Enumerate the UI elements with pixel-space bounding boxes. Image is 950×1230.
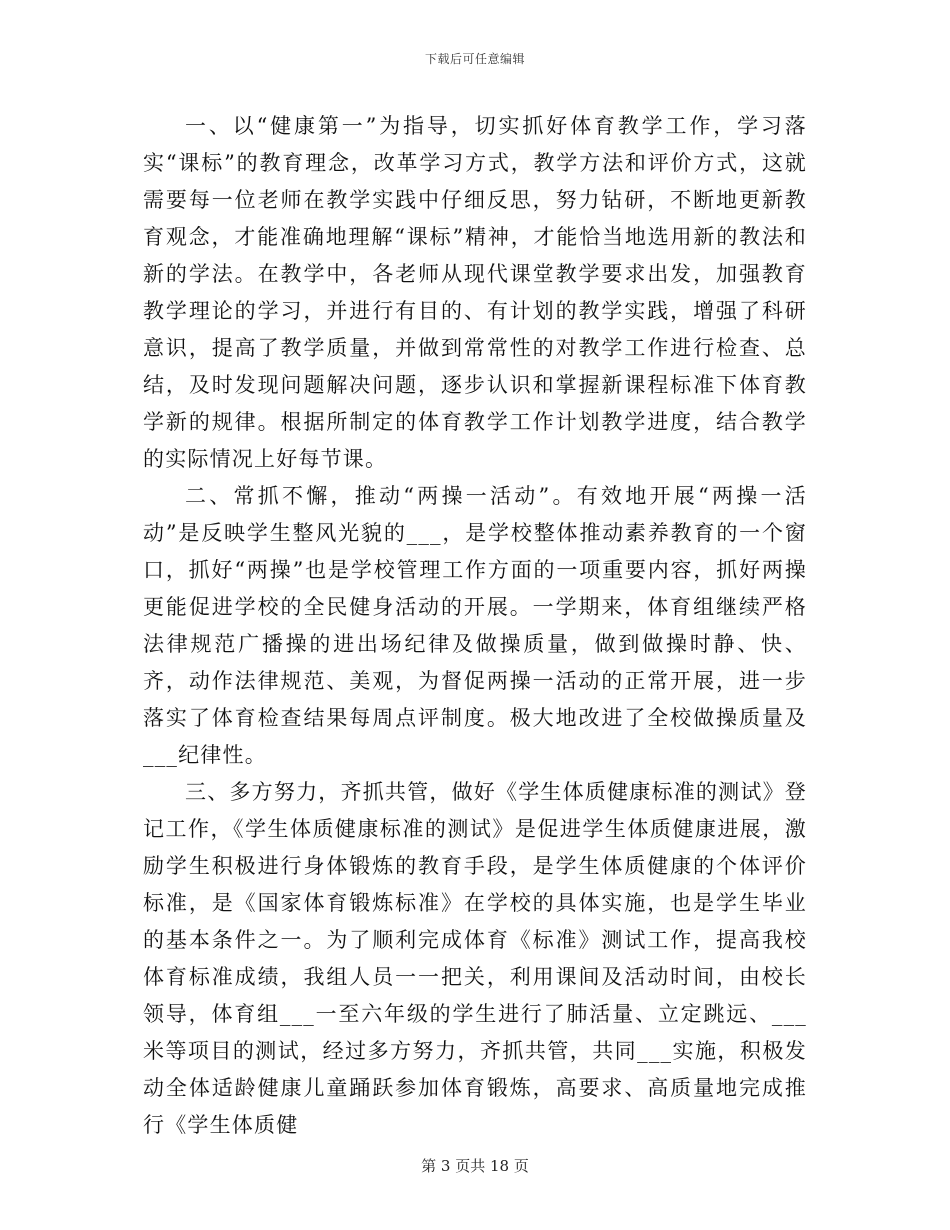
paragraph-3: 三、多方努力，齐抓共管，做好《学生体质健康标准的测试》登记工作，《学生体质健康标准的测试》是促进学生体质健康进展，激励学生积极进行身体锻炼的教育手段，是学生体质健康的个体评价标准，是《国家体育锻炼标准》在学校的具体实施，也是学生毕业的基本条件之一。为了顺利完成体育《标准》测试工作，提高我校体育标准成绩，我组人员一一把关，利用课间及活动时间，由校长领导，体育组___一至六年级的学生进行了肺活量、立定跳远、___米等项目的测试，经过多方努力，齐抓共管，共同___实施，积极发动全体适龄健康儿童踊跃参加体育锻炼，高要求、高质量地完成推行《学生体质健 — [143, 780, 807, 1137]
page-footer: 第 3 页共 18 页 — [421, 1157, 529, 1175]
document-body — [143, 108, 807, 1144]
paragraph-1: 一、以“健康第一”为指导，切实抓好体育教学工作，学习落实“课标”的教育理念，改革学习方式，教学方法和评价方式，这就需要每一位老师在教学实践中仔细反思，努力钻研，不断地更新教育观念，才能准确地理解“课标”精神，才能恰当地选用新的教法和新的学法。在教学中，各老师从现代课堂教学要求出发，加强教育教学理论的学习，并进行有目的、有计划的教学实践，增强了科研意识，提高了教学质量，并做到常常性的对教学工作进行检查、总结，及时发现问题解决问题，逐步认识和掌握新课程标准下体育教学新的规律。根据所制定的体育教学工作计划教学进度，结合教学的实际情况上好每节课。 — [143, 114, 807, 471]
paragraph-2: 二、常抓不懈，推动“两操一活动”。有效地开展“两操一活动”是反映学生整风光貌的___，是学校整体推动素养教育的一个窗口，抓好“两操”也是学校管理工作方面的一项重要内容，抓好两操更能促进学校的全民健身活动的开展。一学期来，体育组继续严格法律规范广播操的进出场纪律及做操质量，做到做操时静、快、齐，动作法律规范、美观，为督促两操一活动的正常开展，进一步落实了体育检查结果每周点评制度。极大地改进了全校做操质量及___纪律性。 — [143, 484, 807, 767]
page-header: 下载后可任意编辑 — [424, 52, 525, 66]
